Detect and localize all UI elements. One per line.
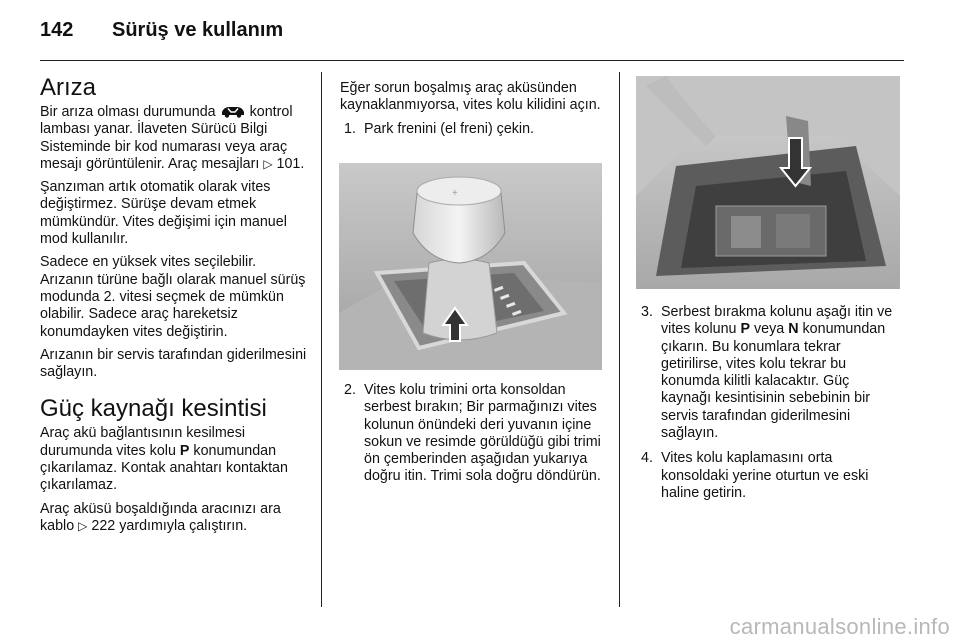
column-divider-2 (619, 72, 620, 607)
gearbox-warning-lamp-icon (220, 104, 246, 118)
page-ref-link[interactable]: 101. (276, 155, 305, 172)
paragraph-no-auto-shift: Şanzıman artık otomatik olarak vites değiştirmez. Sürüşe devam etmek mümkündür. Vites değişimi için manuel mod kullanılır. (40, 179, 287, 248)
page-ref-arrow-icon: ▷ (263, 156, 273, 171)
column-divider-1 (321, 72, 322, 607)
paragraph-failure-lamp: Bir arıza olması durumunda kontrol lambası yanar. İlaveten Sürücü Bilgi Sisteminde bir kod numarası veya araç mesajı görüntülenir. Araç mesajları ▷ 101. (40, 104, 305, 172)
release-lever-illustration (636, 76, 900, 289)
paragraph-unlock-intro: Eğer sorun boşalmış araç aküsünden kaynaklanmıyorsa, vites kolu kilidini açın. (340, 80, 601, 114)
list-item-step-4: 4. Vites kolu kaplamasını orta konsoldaki yerine oturtun ve eski haline getirin. (641, 450, 869, 501)
column-2 (340, 80, 605, 146)
column-2-lower (340, 382, 605, 494)
heading-failure: Arıza (40, 74, 97, 101)
list-item-step-2: 2. Vites kolu trimini orta konsoldan serbest bırakın; Bir parmağınızı vites kolunun önündeki deri yuvanın içine sokun ve resimde görüldüğü gibi trimi ön çemberinden aşağıdan yukarıya doğru itin. Trimi sola doğru döndürün. (344, 382, 601, 485)
paragraph-service: Arızanın bir servis tarafından giderilmesini sağlayın. (40, 346, 307, 381)
list-item-step-1: 1. Park frenini (el freni) çekin. (344, 120, 535, 137)
svg-text:+: + (452, 188, 458, 199)
heading-power-interruption: Güç kaynağı kesintisi (40, 395, 267, 423)
section-title: Sürüş ve kullanım (112, 19, 284, 41)
paragraph-jump-start: Araç aküsü boşaldığında aracınızı ara kablo ▷ 222 yardımıyla çalıştırın. (40, 500, 281, 534)
paragraph-highest-gear: Sadece en yüksek vites seçilebilir. Arızanın türüne bağlı olarak manuel sürüş modunda 2. vitesi seçmek de mümkün olabilir. Sadece araç hareketsiz konumdayken vites değiştirin. (40, 254, 306, 340)
page-ref-link[interactable]: 222 (91, 517, 116, 534)
page-number: 142 (40, 19, 74, 41)
column-3 (637, 304, 902, 510)
list-item-step-3: 3. Serbest bırakma kolunu aşağı itin ve vites kolunu P veya N konumundan çıkarın. Bu konumlara tekrar getirilirse, vites kolu tekrar bu konumda kilitli kalacaktır. Güç kaynağı kesintisinin sebebinin bir servis tarafından giderilmesini sağlayın. (641, 304, 893, 442)
header-rule (40, 60, 904, 61)
page-header (40, 19, 283, 42)
page-ref-arrow-icon: ▷ (78, 518, 88, 533)
paragraph-battery-disconnect: Araç akü bağlantısının kesilmesi durumunda vites kolu P konumundan çıkarılamaz. Kontak anahtarı kontaktan çıkarılamaz. (40, 425, 288, 494)
gear-lever-illustration (339, 163, 602, 370)
watermark: carmanualsonline.info (729, 614, 950, 639)
column-1 (40, 74, 308, 541)
